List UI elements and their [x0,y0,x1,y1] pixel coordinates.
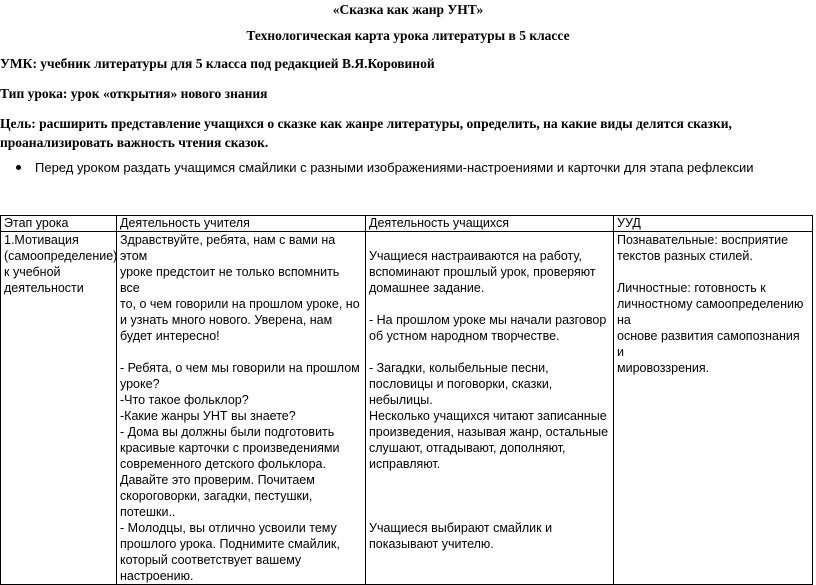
cell-line [369,296,610,312]
column-header-stage: Этап урока [1,216,117,232]
cell-line: прошлого урока. Поднимите смайлик, [120,537,340,551]
cell-line: домашнее задание. [369,281,485,295]
bullet-dot-icon [16,165,21,170]
bullet-text: Перед уроком раздать учащимся смайлики с разными изображениями-настроениями и карточки для этапа рефлексии [35,160,754,175]
cell-line: -Что такое фольклор? [120,393,249,407]
cell-line: потешки.. [120,505,176,519]
cell-line [369,488,610,504]
cell-line: настроению. [120,569,194,583]
cell-line: деятельности [4,281,84,295]
cell-line: то, о чем говорили на прошлом уроке, но [120,297,360,311]
cell-line [369,344,610,360]
column-header-teacher: Деятельность учителя [117,216,366,232]
cell-line: -Какие жанры УНТ вы знаете? [120,409,296,423]
cell-line: вспоминают прошлый урок, проверяют [369,265,596,279]
cell-line: текстов разных стилей. [617,249,753,263]
cell-student-activity [366,232,614,585]
cell-line: показывают учителю. [369,537,494,551]
cell-line: пословицы и поговорки, сказки, [369,377,553,391]
cell-line: Учащиеся настраиваются на работу, [369,249,582,263]
cell-line: основе развития самопознания и [617,329,800,359]
cell-line [617,264,809,280]
column-header-students: Деятельность учащихся [366,216,614,232]
cell-line: Учащиеся выбирают смайлик и [369,521,553,535]
table-header-row [1,216,813,232]
cell-line [120,344,362,360]
cell-line: Личностные: готовность к [617,281,766,295]
cell-line: Несколько учащихся читают записанные [369,409,607,423]
cell-line: небылицы. [369,393,433,407]
cell-teacher-activity [117,232,366,585]
cell-line: красивые карточки с произведениями [120,441,340,455]
lesson-type-line: Тип урока: урок «открытия» нового знания [0,86,268,101]
cell-line [369,504,610,520]
cell-line [369,472,610,488]
cell-line: слушают, отгадывают, дополняют, [369,441,566,455]
column-header-uud: УУД [614,216,813,232]
cell-line: личностному самоопределению на [617,297,804,327]
cell-line [369,232,610,248]
cell-line: - Дома вы должны были подготовить [120,425,335,439]
cell-line: - Молодцы, вы отлично усвоили тему [120,521,337,535]
bullet-item [16,160,754,175]
cell-line: 1.Мотивация [4,233,79,247]
cell-line: к учебной [4,265,61,279]
document-subtitle: Технологическая карта урока литературы в 5 классе [246,28,570,43]
cell-line: - Ребята, о чем мы говорили на прошлом [120,361,360,375]
cell-line: об устном народном творчестве. [369,329,560,343]
cell-line: который соответствует вашему [120,553,302,567]
cell-line: Познавательные: восприятие [617,233,789,247]
cell-line: Давайте это проверим. Почитаем [120,473,315,487]
cell-line: (самоопределение) [4,249,118,263]
cell-line: современного детского фольклора. [120,457,326,471]
umk-line: УМК: учебник литературы для 5 класса под редакцией В.Я.Коровиной [0,56,435,71]
cell-line: Здравствуйте, ребята, нам с вами на этом [120,233,336,263]
cell-line: - Загадки, колыбельные песни, [369,361,549,375]
cell-line: скороговорки, загадки, пестушки, [120,489,313,503]
goal-paragraph: Цель: расширить представление учащихся о сказке как жанре литературы, определить, на какие виды делятся сказки, проанализировать важность чтения сказок. [0,116,732,150]
cell-line: мировоззрения. [617,361,710,375]
cell-line: и узнать много нового. Уверена, нам [120,313,333,327]
cell-line: исправляют. [369,457,441,471]
cell-line: произведения, называя жанр, остальные [369,425,609,439]
table-row [1,232,813,585]
cell-line: уроке? [120,377,160,391]
cell-line: будет интересно! [120,329,220,343]
cell-uud [614,232,813,585]
cell-line: уроке предстоит не только вспомнить все [120,265,340,295]
cell-stage [1,232,117,585]
cell-line: - На прошлом уроке мы начали разговор [369,313,607,327]
document-title: «Сказка как жанр УНТ» [332,2,484,17]
